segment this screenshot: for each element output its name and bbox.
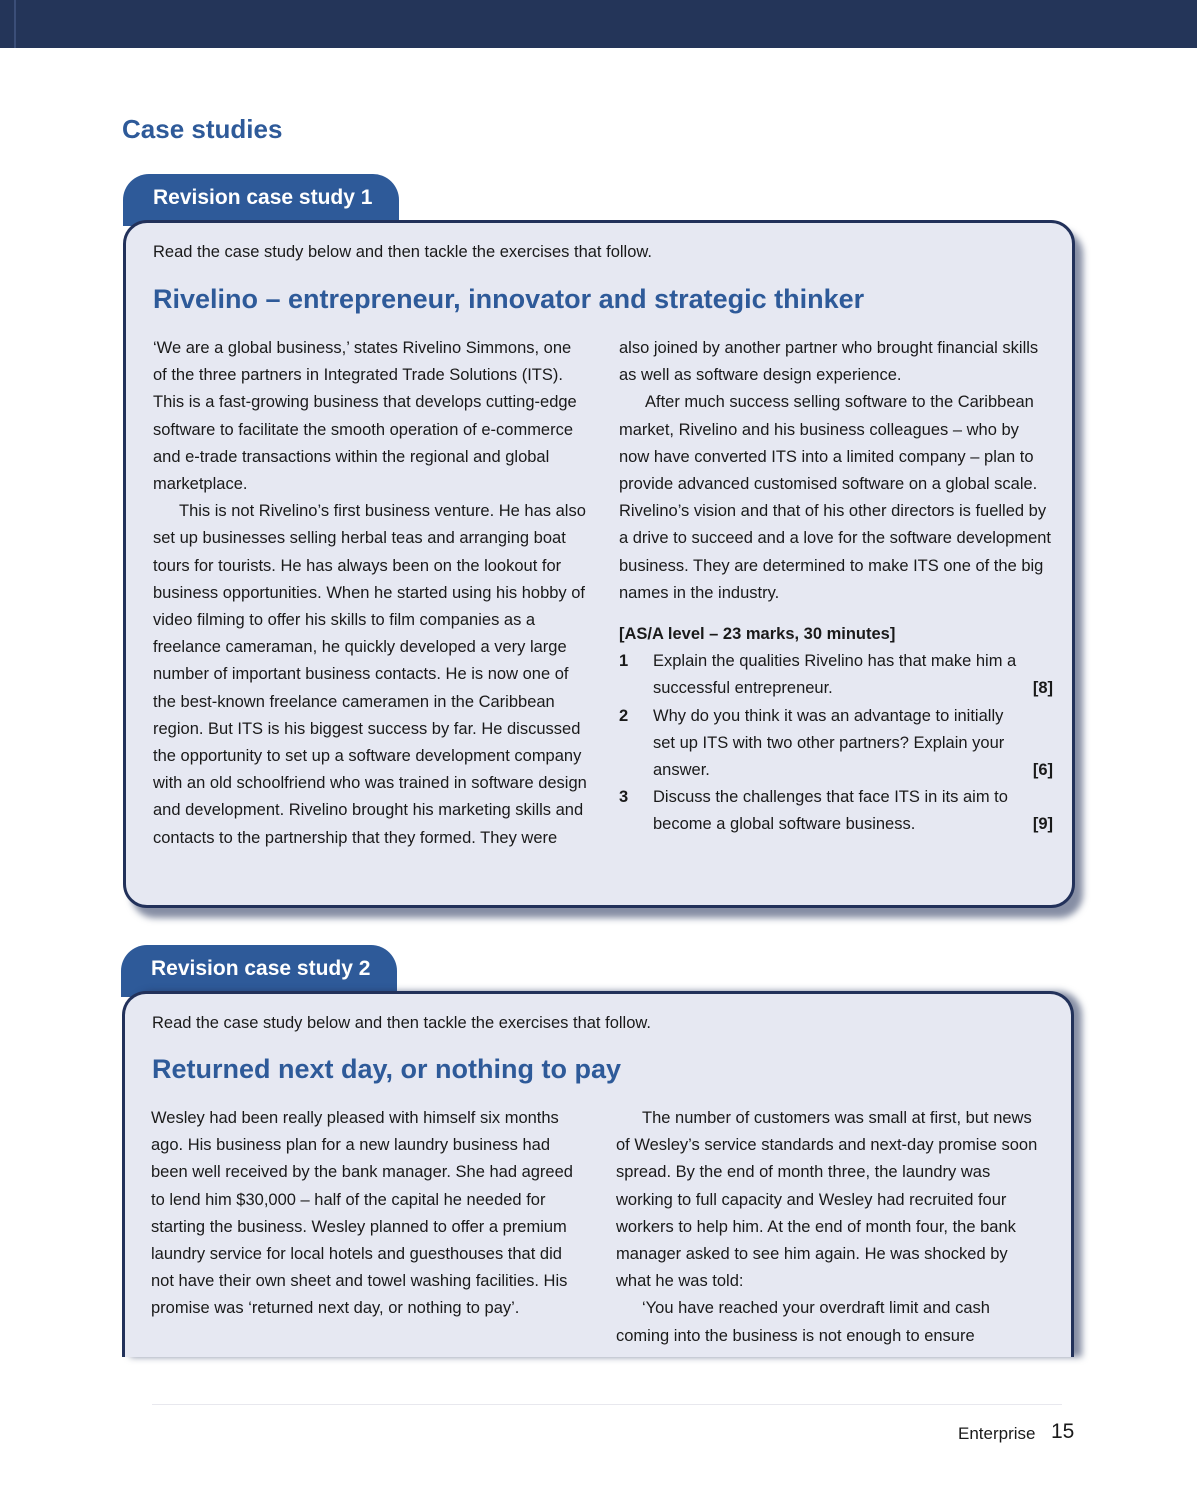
case-study-1-right-column bbox=[619, 335, 1053, 839]
case-study-1-card bbox=[123, 220, 1075, 908]
case-study-2-paragraph: ‘You have reached your overdraft limit and cash coming into the business is not enough to ensure bbox=[616, 1299, 990, 1345]
question-text: Discuss the challenges that face ITS in its aim to become a global software business. bbox=[653, 788, 1008, 834]
case-study-1-title: Rivelino – entrepreneur, innovator and strategic thinker bbox=[153, 284, 865, 314]
case-study-2-card bbox=[122, 991, 1074, 1357]
question-marks: [6] bbox=[1032, 761, 1053, 780]
case-study-2-paragraph: The number of customers was small at first, but news of Wesley’s service standards and next-day promise soon spread. By the end of month three, the laundry was working to full capacity and Wesley had recruited four workers to help him. At the end of month four, the bank manager asked to see him again. He was shocked by what he was told: bbox=[616, 1109, 1038, 1291]
case-study-1-left-column bbox=[153, 335, 589, 852]
case-study-2-tab bbox=[121, 945, 397, 997]
case-study-1-paragraph: ‘We are a global business,’ states Rivelino Simmons, one of the three partners in Integrated Trade Solutions (ITS). This is a fast-growing business that develops cutting-edge software to facilitate the smooth operation of e-commerce and e-trade transactions within the regional and global marketplace. bbox=[153, 339, 577, 494]
marks-heading: [AS/A level – 23 marks, 30 minutes] bbox=[619, 625, 896, 644]
question-marks: [9] bbox=[1032, 815, 1053, 834]
question-2 bbox=[619, 703, 1053, 785]
case-study-1-paragraph: This is not Rivelino’s first business venture. He has also set up businesses selling herbal teas and arranging boat tours for tourists. He has always been on the lookout for business opportunities. When he started using his hobby of video filming to offer his skills to film companies as a freelance cameraman, he quickly developed a very large number of important business contacts. He is now one of the best-known freelance cameramen in the Caribbean region. But ITS is his biggest success by far. He discussed the opportunity to set up a software development company with an old schoolfriend who was trained in software design and development. Rivelino brought his marketing skills and contacts to the partnership that they formed. They were bbox=[153, 502, 587, 847]
question-3 bbox=[619, 784, 1053, 838]
case-study-1-intro: Read the case study below and then tackle the exercises that follow. bbox=[153, 243, 652, 261]
case-study-2-left-column bbox=[151, 1105, 585, 1323]
banner-divider bbox=[14, 0, 16, 48]
footer-divider bbox=[152, 1404, 1062, 1405]
top-banner bbox=[0, 0, 1197, 48]
question-marks: [8] bbox=[1032, 679, 1053, 698]
section-heading: Case studies bbox=[122, 114, 283, 144]
question-number: 1 bbox=[619, 652, 629, 671]
case-study-2-title: Returned next day, or nothing to pay bbox=[152, 1054, 622, 1084]
case-study-2-tab-label: Revision case study 2 bbox=[151, 957, 371, 980]
case-study-1-paragraph: also joined by another partner who brought financial skills as well as software design experience. bbox=[619, 339, 1039, 385]
page-number: 15 bbox=[1051, 1420, 1075, 1443]
footer-chapter-label: Enterprise bbox=[958, 1424, 1036, 1443]
case-study-1-tab-label: Revision case study 1 bbox=[153, 186, 373, 209]
case-study-2-right-column bbox=[616, 1105, 1046, 1350]
case-study-2-intro: Read the case study below and then tackle the exercises that follow. bbox=[152, 1014, 651, 1032]
case-study-2-paragraph: Wesley had been really pleased with himself six months ago. His business plan for a new laundry business had been well received by the bank manager. She had agreed to lend him $30,000 – half of the capital he needed for starting the business. Wesley planned to offer a premium laundry service for local hotels and guesthouses that did not have their own sheet and towel washing facilities. His promise was ‘returned next day, or nothing to pay’. bbox=[151, 1109, 573, 1318]
case-study-1-tab bbox=[123, 174, 399, 226]
question-1 bbox=[619, 648, 1053, 702]
question-text: Why do you think it was an advantage to initially set up ITS with two other partners? Explain your answer. bbox=[653, 706, 1005, 780]
question-number: 2 bbox=[619, 706, 629, 725]
question-text: Explain the qualities Rivelino has that make him a successful entrepreneur. bbox=[653, 652, 1017, 698]
case-study-1-paragraph: After much success selling software to the Caribbean market, Rivelino and his business colleagues – who by now have converted ITS into a limited company – plan to provide advanced customised software on a global scale. Rivelino’s vision and that of his other directors is fuelled by a drive to succeed and a love for the software development business. They are determined to make ITS one of the big names in the industry. bbox=[619, 393, 1052, 602]
question-number: 3 bbox=[619, 788, 629, 807]
